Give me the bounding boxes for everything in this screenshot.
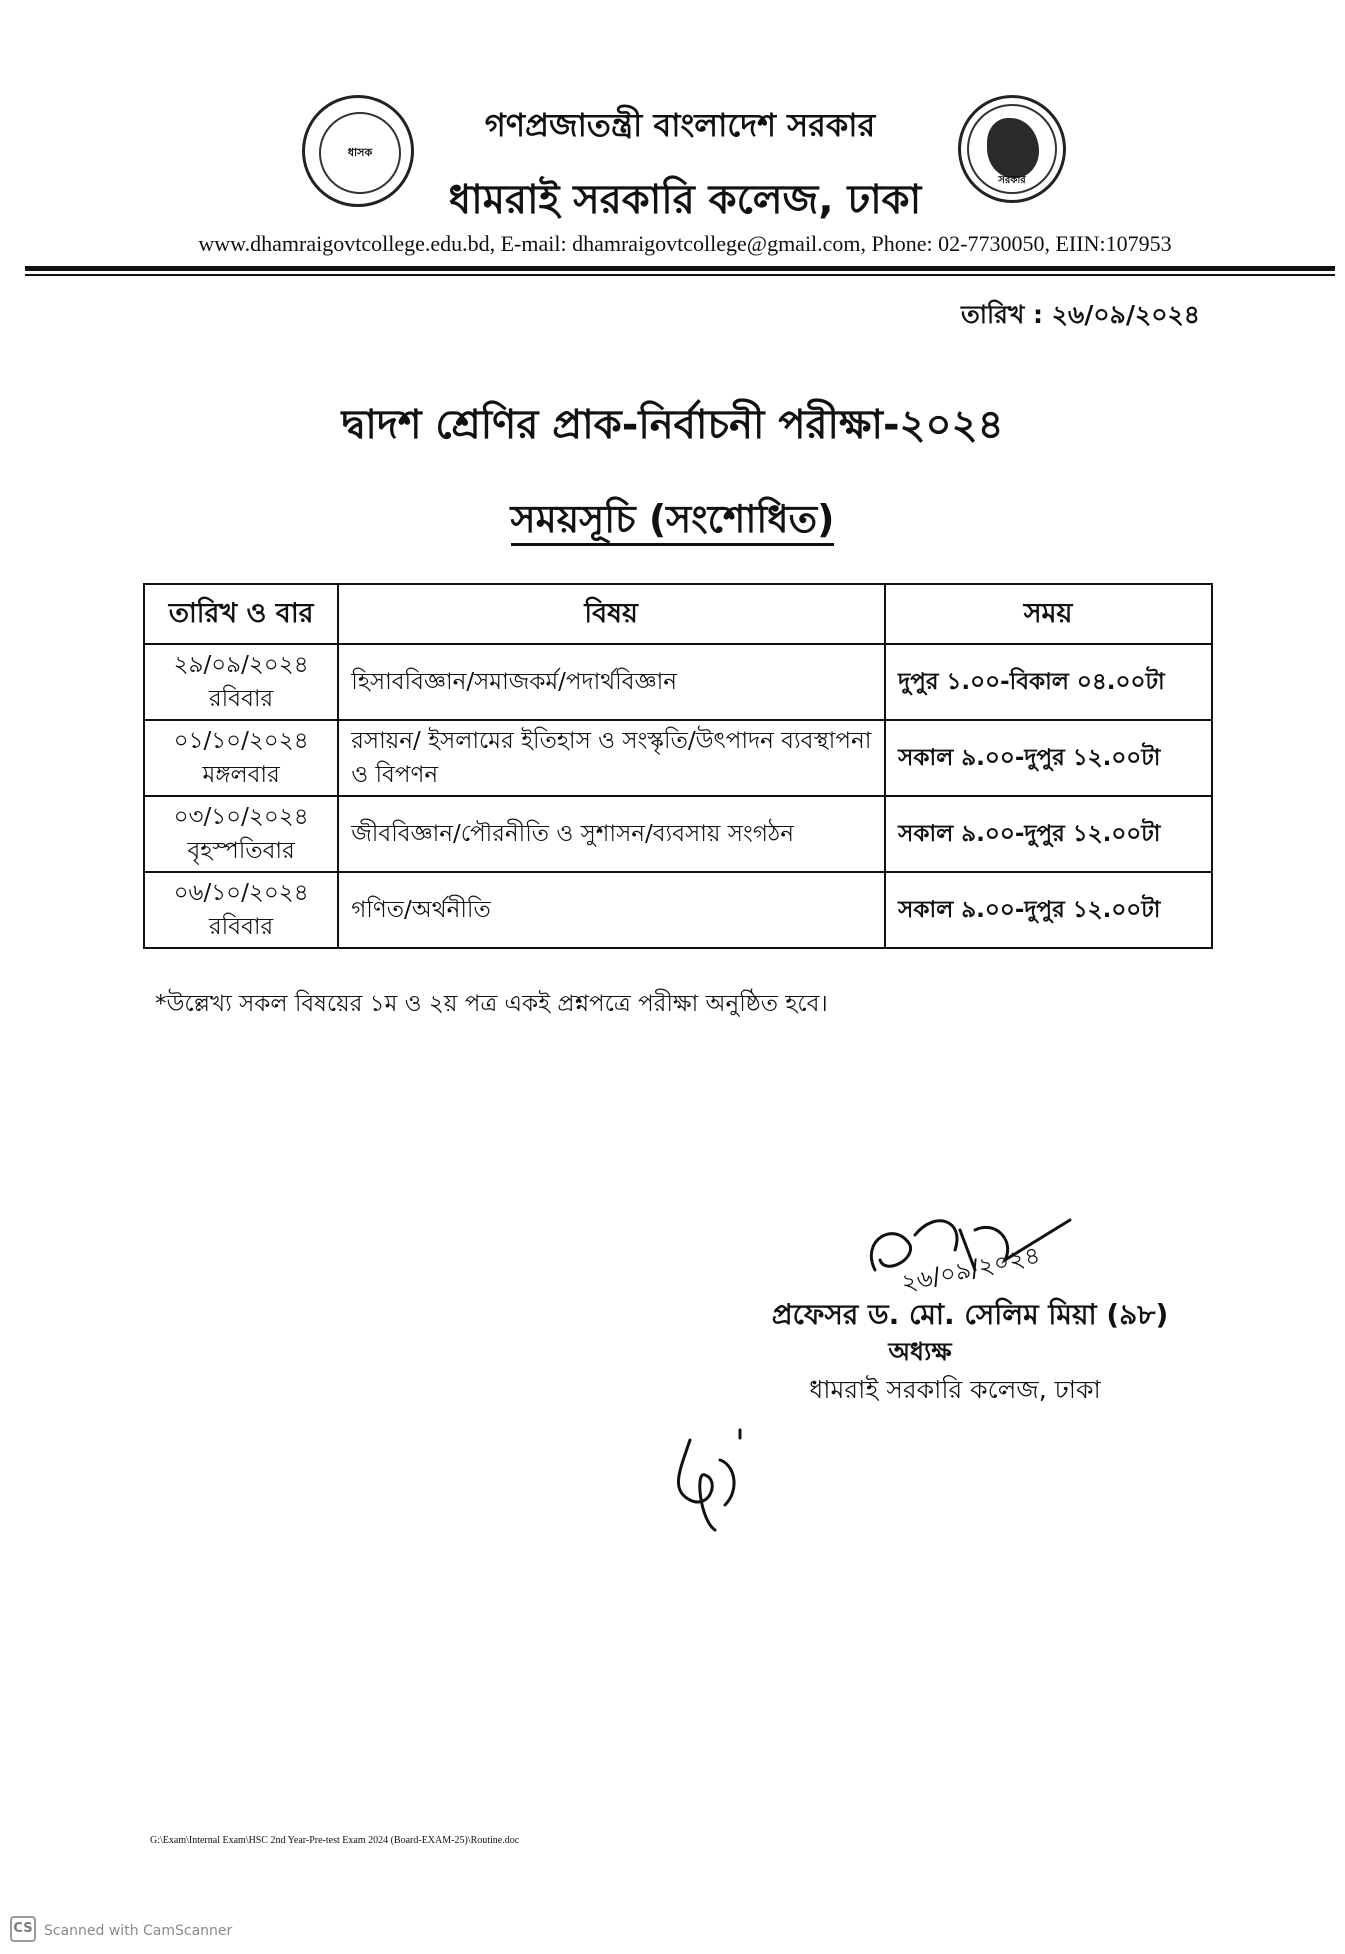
row-date: ০৩/১০/২০২৪ xyxy=(173,804,309,830)
row-subject xyxy=(338,796,885,872)
row-subject xyxy=(338,720,885,796)
row-time: দুপুর ১.০০-বিকাল ০৪.০০টা xyxy=(885,644,1212,720)
routine-table xyxy=(143,583,1213,949)
government-seal xyxy=(958,95,1066,203)
header-time: সময় xyxy=(885,584,1212,644)
row-date: ০৬/১০/২০২৪ xyxy=(173,880,309,906)
row-subject-line: হিসাববিজ্ঞান/সমাজকর্ম/পদার্থবিজ্ঞান xyxy=(351,669,677,695)
row-date-cell xyxy=(144,720,338,796)
row-time: সকাল ৯.০০-দুপুর ১২.০০টা xyxy=(885,872,1212,948)
schedule-title xyxy=(400,490,945,554)
header-date-day: তারিখ ও বার xyxy=(144,584,338,644)
row-subject-line: ও বিপণন xyxy=(351,762,439,788)
camscanner-icon: CS xyxy=(10,1916,36,1942)
row-time: সকাল ৯.০০-দুপুর ১২.০০টা xyxy=(885,796,1212,872)
row-subject-line: গণিত/অর্থনীতি xyxy=(351,897,491,923)
scanner-watermark: Scanned with CamScanner xyxy=(44,1923,233,1939)
schedule-title-text: সময়সূচি (সংশোধিত) xyxy=(511,497,835,546)
contact-line: www.dhamraigovtcollege.edu.bd, E-mail: dhamraigovtcollege@gmail.com, Phone: 02-7730050, EIIN:107953 xyxy=(198,231,1172,256)
table-row xyxy=(144,796,1212,872)
row-day: রবিবার xyxy=(209,914,274,940)
row-date: ০১/১০/২০২৪ xyxy=(173,728,309,754)
table-row xyxy=(144,644,1212,720)
principal-name: প্রফেসর ড. মো. সেলিম মিয়া (৯৮) xyxy=(771,1298,1169,1331)
table-row xyxy=(144,872,1212,948)
row-day: বৃহস্পতিবার xyxy=(187,838,295,864)
table-header-row xyxy=(144,584,1212,644)
college-name: ধামরাই সরকারি কলেজ, ঢাকা xyxy=(448,177,922,223)
seal-label: সরকার xyxy=(998,175,1026,186)
row-date-cell xyxy=(144,872,338,948)
initial-scribble xyxy=(660,1420,760,1540)
signature-date: ২৬/০৯/২০২৪ xyxy=(898,1240,1043,1298)
row-day: মঙ্গলবার xyxy=(202,762,280,788)
header-subject: বিষয় xyxy=(338,584,885,644)
college-logo xyxy=(302,95,414,207)
college-logo-text: ধাসক xyxy=(319,112,401,194)
row-subject-line: জীববিজ্ঞান/পৌরনীতি ও সুশাসন/ব্যবসায় সংগঠন xyxy=(351,821,794,847)
row-date-cell xyxy=(144,796,338,872)
header-divider xyxy=(25,266,1335,271)
signature-college: ধামরাই সরকারি কলেজ, ঢাকা xyxy=(809,1375,1101,1404)
row-time: সকাল ৯.০০-দুপুর ১২.০০টা xyxy=(885,720,1212,796)
exam-note: *উল্লেখ্য সকল বিষয়ের ১ম ও ২য় পত্র একই প্রশ্নপত্রে পরীক্ষা অনুষ্ঠিত হবে। xyxy=(155,991,828,1017)
row-subject xyxy=(338,872,885,948)
table-row xyxy=(144,720,1212,796)
row-date-cell xyxy=(144,644,338,720)
government-name: গণপ্রজাতন্ত্রী বাংলাদেশ সরকার xyxy=(484,106,876,144)
row-day: রবিবার xyxy=(209,686,274,712)
issue-date: তারিখ : ২৬/০৯/২০২৪ xyxy=(961,300,1200,329)
header-divider-thin xyxy=(25,274,1335,276)
row-date: ২৯/০৯/২০২৪ xyxy=(173,652,309,678)
row-subject xyxy=(338,644,885,720)
principal-designation: অধ্যক্ষ xyxy=(888,1337,952,1366)
file-path: G:\Exam\Internal Exam\HSC 2nd Year-Pre-test Exam 2024 (Board-EXAM-25)\Routine.doc xyxy=(150,1835,520,1846)
row-subject-line: রসায়ন/ ইসলামের ইতিহাস ও সংস্কৃতি/উৎপাদন ব্যবস্থাপনা xyxy=(351,728,872,754)
exam-title: দ্বাদশ শ্রেণির প্রাক-নির্বাচনী পরীক্ষা-২০২৪ xyxy=(341,402,1004,448)
